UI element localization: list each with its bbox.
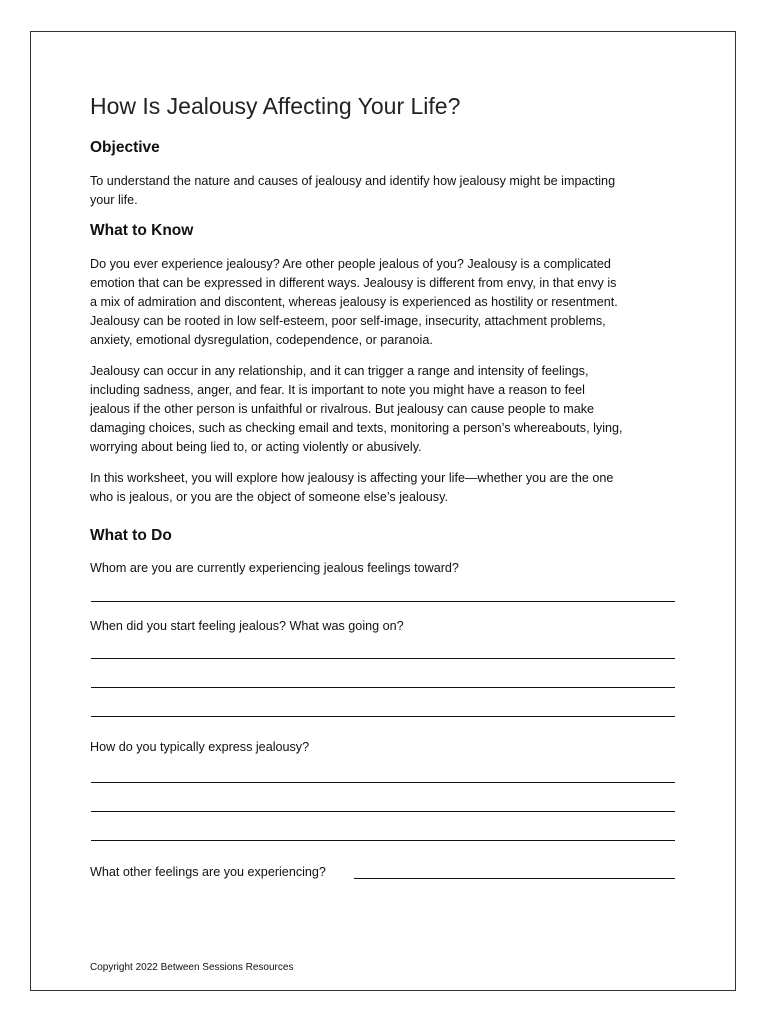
objective-heading: Objective bbox=[90, 139, 160, 156]
answer-line-q2-1[interactable] bbox=[91, 658, 675, 659]
question-4: What other feelings are you experiencing? bbox=[90, 865, 326, 879]
worksheet-title: How Is Jealousy Affecting Your Life? bbox=[90, 93, 461, 119]
answer-line-q2-2[interactable] bbox=[91, 687, 675, 688]
what-to-know-heading: What to Know bbox=[90, 222, 194, 239]
what-to-know-paragraph-1: Do you ever experience jealousy? Are other people jealous of you? Jealousy is a complicated emotion that can be expressed in different ways. Jealousy is different from envy, in that envy is a mix of admiration and discontent, whereas jealousy is experienced as hostility or resentment. Jealousy can be rooted in low self-esteem, poor self-image, insecurity, attachment problems, anxiety, emotional dysregulation, codependence, or paranoia. bbox=[90, 257, 618, 347]
answer-line-q3-2[interactable] bbox=[91, 811, 675, 812]
what-to-know-paragraph-2: Jealousy can occur in any relationship, and it can trigger a range and intensity of feelings, including sadness, anger, and fear. It is important to note you might have a reason to feel jealous if the other person is unfaithful or rivalrous. But jealousy can cause people to make damaging choices, such as checking email and texts, monitoring a person’s whereabouts, lying, worrying about being lied to, or acting violently or abusively. bbox=[90, 364, 623, 454]
answer-line-q1[interactable] bbox=[91, 601, 675, 602]
question-3: How do you typically express jealousy? bbox=[90, 740, 310, 754]
question-1: Whom are you are currently experiencing jealous feelings toward? bbox=[90, 561, 459, 575]
what-to-do-heading: What to Do bbox=[90, 527, 172, 544]
answer-line-q3-1[interactable] bbox=[91, 782, 675, 783]
objective-text: To understand the nature and causes of jealousy and identify how jealousy might be impacting your life. bbox=[90, 174, 616, 207]
answer-line-q2-3[interactable] bbox=[91, 716, 675, 717]
what-to-know-paragraph-3: In this worksheet, you will explore how jealousy is affecting your life—whether you are the one who is jealous, or you are the object of someone else’s jealousy. bbox=[90, 471, 614, 504]
answer-line-q4[interactable] bbox=[354, 878, 675, 879]
question-2: When did you start feeling jealous? What was going on? bbox=[90, 619, 404, 633]
copyright-footer: Copyright 2022 Between Sessions Resources bbox=[90, 962, 294, 973]
answer-line-q3-3[interactable] bbox=[91, 840, 675, 841]
